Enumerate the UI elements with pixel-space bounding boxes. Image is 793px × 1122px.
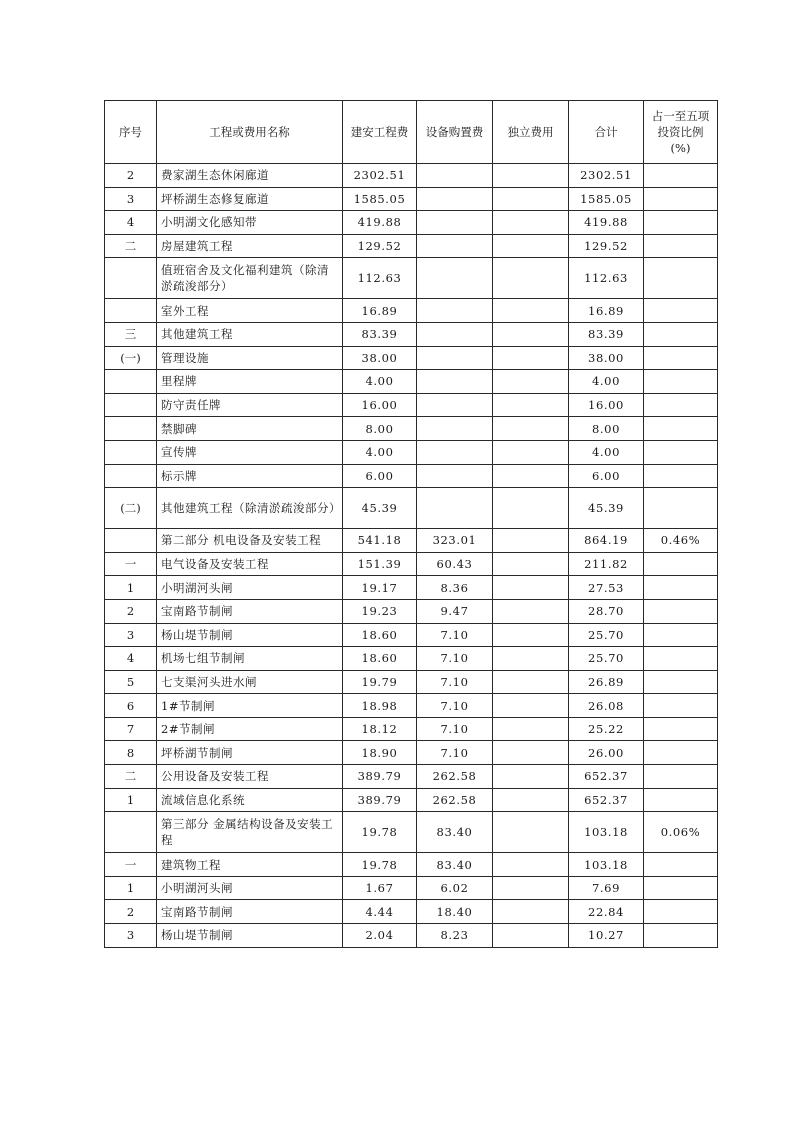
cell-total: 4.00	[569, 370, 644, 394]
cell-total: 419.88	[569, 211, 644, 235]
cell-independent-cost	[493, 599, 569, 623]
cell-equipment-cost: 8.36	[417, 576, 493, 600]
cell-total: 26.89	[569, 670, 644, 694]
cell-equipment-cost: 262.58	[417, 765, 493, 789]
cell-equipment-cost: 9.47	[417, 599, 493, 623]
cell-no: 一	[105, 552, 157, 576]
table-body	[105, 164, 718, 948]
cell-no: 二	[105, 234, 157, 258]
cell-no: (二)	[105, 488, 157, 529]
cell-ratio	[644, 322, 718, 346]
cell-ratio	[644, 488, 718, 529]
cell-no: 3	[105, 187, 157, 211]
cell-name: 防守责任牌	[157, 393, 343, 417]
cell-independent-cost	[493, 552, 569, 576]
cell-independent-cost	[493, 765, 569, 789]
cell-equipment-cost	[417, 299, 493, 323]
cell-name: 管理设施	[157, 346, 343, 370]
cell-building-cost: 1585.05	[343, 187, 417, 211]
table-row	[105, 552, 718, 576]
table-row	[105, 876, 718, 900]
cell-no	[105, 440, 157, 464]
cell-equipment-cost: 8.23	[417, 924, 493, 948]
table-row	[105, 393, 718, 417]
table-row	[105, 529, 718, 553]
cell-ratio: 0.46%	[644, 529, 718, 553]
cell-no: 1	[105, 788, 157, 812]
cell-no: 2	[105, 599, 157, 623]
table-row	[105, 299, 718, 323]
cell-no: 二	[105, 765, 157, 789]
cell-independent-cost	[493, 876, 569, 900]
cell-name: 机场七组节制闸	[157, 647, 343, 671]
cell-ratio	[644, 187, 718, 211]
cell-no	[105, 299, 157, 323]
cell-equipment-cost	[417, 164, 493, 188]
cell-independent-cost	[493, 694, 569, 718]
cell-no: 5	[105, 670, 157, 694]
table-row	[105, 853, 718, 877]
cell-equipment-cost: 83.40	[417, 812, 493, 853]
table-row	[105, 258, 718, 299]
cell-name: 值班宿舍及文化福利建筑（除清淤疏浚部分）	[157, 258, 343, 299]
cell-ratio	[644, 647, 718, 671]
cell-independent-cost	[493, 576, 569, 600]
cell-total: 26.00	[569, 741, 644, 765]
cell-total: 7.69	[569, 876, 644, 900]
cell-name: 费家湖生态休闲廊道	[157, 164, 343, 188]
cell-equipment-cost: 7.10	[417, 623, 493, 647]
cell-total: 22.84	[569, 900, 644, 924]
cell-equipment-cost	[417, 417, 493, 441]
cell-name: 标示牌	[157, 464, 343, 488]
cell-ratio	[644, 765, 718, 789]
cell-total: 1585.05	[569, 187, 644, 211]
cell-independent-cost	[493, 440, 569, 464]
cell-ratio	[644, 741, 718, 765]
cell-total: 211.82	[569, 552, 644, 576]
cell-independent-cost	[493, 853, 569, 877]
cell-total: 103.18	[569, 853, 644, 877]
cell-total: 26.08	[569, 694, 644, 718]
cell-name: 建筑物工程	[157, 853, 343, 877]
cell-total: 16.89	[569, 299, 644, 323]
cell-equipment-cost	[417, 488, 493, 529]
cell-name: 流域信息化系统	[157, 788, 343, 812]
header-no: 序号	[105, 101, 157, 164]
cell-building-cost: 389.79	[343, 788, 417, 812]
table-row	[105, 488, 718, 529]
cell-total: 6.00	[569, 464, 644, 488]
cell-no: 8	[105, 741, 157, 765]
cell-building-cost: 19.79	[343, 670, 417, 694]
cell-no: 3	[105, 924, 157, 948]
cell-building-cost: 18.60	[343, 623, 417, 647]
cell-equipment-cost: 7.10	[417, 717, 493, 741]
table-row	[105, 741, 718, 765]
table-row	[105, 417, 718, 441]
cell-no: 3	[105, 623, 157, 647]
cell-ratio	[644, 900, 718, 924]
cell-equipment-cost: 7.10	[417, 670, 493, 694]
cell-independent-cost	[493, 234, 569, 258]
cell-name: 宝南路节制闸	[157, 900, 343, 924]
cell-ratio	[644, 576, 718, 600]
cell-independent-cost	[493, 670, 569, 694]
table-row	[105, 670, 718, 694]
cell-name: 坪桥湖节制闸	[157, 741, 343, 765]
header-ratio: 占一至五项投资比例(%)	[644, 101, 718, 164]
cell-no: 2	[105, 164, 157, 188]
cell-total: 2302.51	[569, 164, 644, 188]
cell-building-cost: 18.98	[343, 694, 417, 718]
table-row	[105, 694, 718, 718]
cell-total: 103.18	[569, 812, 644, 853]
cell-equipment-cost: 18.40	[417, 900, 493, 924]
cell-no: 7	[105, 717, 157, 741]
table-row	[105, 717, 718, 741]
cell-equipment-cost	[417, 234, 493, 258]
cell-name: 坪桥湖生态修复廊道	[157, 187, 343, 211]
cell-building-cost: 4.00	[343, 370, 417, 394]
cell-no	[105, 393, 157, 417]
table-row	[105, 164, 718, 188]
table-row	[105, 623, 718, 647]
cell-building-cost: 19.23	[343, 599, 417, 623]
cell-equipment-cost	[417, 187, 493, 211]
cell-building-cost: 389.79	[343, 765, 417, 789]
header-building-cost: 建安工程费	[343, 101, 417, 164]
cell-ratio	[644, 370, 718, 394]
cell-no: 2	[105, 900, 157, 924]
cell-ratio	[644, 599, 718, 623]
cell-ratio	[644, 417, 718, 441]
cell-independent-cost	[493, 464, 569, 488]
table-row	[105, 464, 718, 488]
cell-equipment-cost: 83.40	[417, 853, 493, 877]
cell-name: 房屋建筑工程	[157, 234, 343, 258]
cell-name: 宝南路节制闸	[157, 599, 343, 623]
cell-building-cost: 2.04	[343, 924, 417, 948]
cell-ratio	[644, 924, 718, 948]
cell-total: 652.37	[569, 788, 644, 812]
cell-equipment-cost	[417, 322, 493, 346]
cell-no: 1	[105, 876, 157, 900]
cell-total: 25.70	[569, 647, 644, 671]
cell-building-cost: 129.52	[343, 234, 417, 258]
cell-ratio	[644, 164, 718, 188]
cell-equipment-cost: 262.58	[417, 788, 493, 812]
cell-independent-cost	[493, 529, 569, 553]
cell-independent-cost	[493, 647, 569, 671]
cell-building-cost: 1.67	[343, 876, 417, 900]
header-equipment-cost: 设备购置费	[417, 101, 493, 164]
cell-independent-cost	[493, 164, 569, 188]
table-row	[105, 900, 718, 924]
cell-building-cost: 2302.51	[343, 164, 417, 188]
cell-building-cost: 419.88	[343, 211, 417, 235]
cell-name: 第三部分 金属结构设备及安装工程	[157, 812, 343, 853]
cell-independent-cost	[493, 299, 569, 323]
cell-total: 129.52	[569, 234, 644, 258]
cell-independent-cost	[493, 623, 569, 647]
cell-equipment-cost: 323.01	[417, 529, 493, 553]
cell-equipment-cost: 6.02	[417, 876, 493, 900]
cell-building-cost: 18.60	[343, 647, 417, 671]
cell-equipment-cost: 7.10	[417, 647, 493, 671]
header-total: 合计	[569, 101, 644, 164]
cell-independent-cost	[493, 924, 569, 948]
cell-equipment-cost: 7.10	[417, 741, 493, 765]
cell-equipment-cost: 7.10	[417, 694, 493, 718]
cell-building-cost: 45.39	[343, 488, 417, 529]
cell-total: 10.27	[569, 924, 644, 948]
cell-no	[105, 417, 157, 441]
table-row	[105, 187, 718, 211]
table-row	[105, 576, 718, 600]
cell-independent-cost	[493, 717, 569, 741]
cell-no: 6	[105, 694, 157, 718]
cell-ratio	[644, 670, 718, 694]
table-row	[105, 234, 718, 258]
cell-equipment-cost: 60.43	[417, 552, 493, 576]
cell-name: 小明湖河头闸	[157, 576, 343, 600]
cell-total: 112.63	[569, 258, 644, 299]
cell-ratio	[644, 623, 718, 647]
cell-no	[105, 258, 157, 299]
cell-ratio	[644, 717, 718, 741]
cell-ratio	[644, 552, 718, 576]
table-row	[105, 765, 718, 789]
cell-ratio: 0.06%	[644, 812, 718, 853]
cell-building-cost: 6.00	[343, 464, 417, 488]
cell-building-cost: 8.00	[343, 417, 417, 441]
cell-independent-cost	[493, 900, 569, 924]
cell-ratio	[644, 853, 718, 877]
cell-total: 28.70	[569, 599, 644, 623]
cell-independent-cost	[493, 812, 569, 853]
cell-independent-cost	[493, 211, 569, 235]
cell-ratio	[644, 876, 718, 900]
cell-total: 45.39	[569, 488, 644, 529]
cell-ratio	[644, 234, 718, 258]
cell-name: 小明湖河头闸	[157, 876, 343, 900]
table-row	[105, 599, 718, 623]
cell-ratio	[644, 464, 718, 488]
cell-total: 38.00	[569, 346, 644, 370]
cell-equipment-cost	[417, 464, 493, 488]
cell-building-cost: 541.18	[343, 529, 417, 553]
cell-total: 652.37	[569, 765, 644, 789]
cell-name: 其他建筑工程（除清淤疏浚部分）	[157, 488, 343, 529]
cell-independent-cost	[493, 187, 569, 211]
cell-building-cost: 18.12	[343, 717, 417, 741]
cell-name: 里程牌	[157, 370, 343, 394]
cell-total: 864.19	[569, 529, 644, 553]
table-row	[105, 812, 718, 853]
cell-total: 25.22	[569, 717, 644, 741]
table-row	[105, 346, 718, 370]
cell-independent-cost	[493, 488, 569, 529]
cell-name: 杨山堤节制闸	[157, 924, 343, 948]
cell-no	[105, 370, 157, 394]
cell-ratio	[644, 346, 718, 370]
cell-equipment-cost	[417, 370, 493, 394]
cell-no: 4	[105, 647, 157, 671]
cell-total: 83.39	[569, 322, 644, 346]
cell-independent-cost	[493, 741, 569, 765]
cell-independent-cost	[493, 788, 569, 812]
cell-ratio	[644, 211, 718, 235]
header-name: 工程或费用名称	[157, 101, 343, 164]
cell-independent-cost	[493, 370, 569, 394]
cell-no	[105, 464, 157, 488]
cell-building-cost: 4.44	[343, 900, 417, 924]
cell-equipment-cost	[417, 440, 493, 464]
cell-name: 杨山堤节制闸	[157, 623, 343, 647]
cell-building-cost: 18.90	[343, 741, 417, 765]
cell-name: 其他建筑工程	[157, 322, 343, 346]
cell-total: 4.00	[569, 440, 644, 464]
cell-ratio	[644, 694, 718, 718]
cell-independent-cost	[493, 258, 569, 299]
cell-building-cost: 16.89	[343, 299, 417, 323]
table-row	[105, 924, 718, 948]
cell-independent-cost	[493, 322, 569, 346]
cell-name: 七支渠河头进水闸	[157, 670, 343, 694]
cell-name: 宣传牌	[157, 440, 343, 464]
cell-name: 禁脚碑	[157, 417, 343, 441]
cell-independent-cost	[493, 417, 569, 441]
cell-building-cost: 19.17	[343, 576, 417, 600]
cell-no: 4	[105, 211, 157, 235]
cell-building-cost: 19.78	[343, 853, 417, 877]
cell-total: 16.00	[569, 393, 644, 417]
cell-name: 室外工程	[157, 299, 343, 323]
cell-equipment-cost	[417, 346, 493, 370]
cell-name: 第二部分 机电设备及安装工程	[157, 529, 343, 553]
header-independent-cost: 独立费用	[493, 101, 569, 164]
cell-building-cost: 16.00	[343, 393, 417, 417]
cell-no	[105, 812, 157, 853]
cell-name: 小明湖文化感知带	[157, 211, 343, 235]
cell-no: 一	[105, 853, 157, 877]
cell-building-cost: 151.39	[343, 552, 417, 576]
cell-independent-cost	[493, 346, 569, 370]
table-row	[105, 370, 718, 394]
table-header-row	[105, 101, 718, 164]
cell-equipment-cost	[417, 258, 493, 299]
cell-ratio	[644, 299, 718, 323]
table-row	[105, 211, 718, 235]
cell-name: 2#节制闸	[157, 717, 343, 741]
cell-no: (一)	[105, 346, 157, 370]
table-row	[105, 322, 718, 346]
cell-ratio	[644, 440, 718, 464]
cell-building-cost: 4.00	[343, 440, 417, 464]
table-row	[105, 647, 718, 671]
cell-building-cost: 38.00	[343, 346, 417, 370]
cell-building-cost: 83.39	[343, 322, 417, 346]
cost-estimate-table	[104, 100, 718, 948]
cell-name: 公用设备及安装工程	[157, 765, 343, 789]
table-row	[105, 788, 718, 812]
cell-building-cost: 112.63	[343, 258, 417, 299]
cell-total: 27.53	[569, 576, 644, 600]
cell-no: 1	[105, 576, 157, 600]
cell-ratio	[644, 393, 718, 417]
cell-name: 1#节制闸	[157, 694, 343, 718]
cell-independent-cost	[493, 393, 569, 417]
cell-total: 8.00	[569, 417, 644, 441]
cell-total: 25.70	[569, 623, 644, 647]
cell-no	[105, 529, 157, 553]
cell-building-cost: 19.78	[343, 812, 417, 853]
cell-ratio	[644, 258, 718, 299]
cell-name: 电气设备及安装工程	[157, 552, 343, 576]
table-row	[105, 440, 718, 464]
cell-equipment-cost	[417, 211, 493, 235]
cell-ratio	[644, 788, 718, 812]
cell-equipment-cost	[417, 393, 493, 417]
cell-no: 三	[105, 322, 157, 346]
